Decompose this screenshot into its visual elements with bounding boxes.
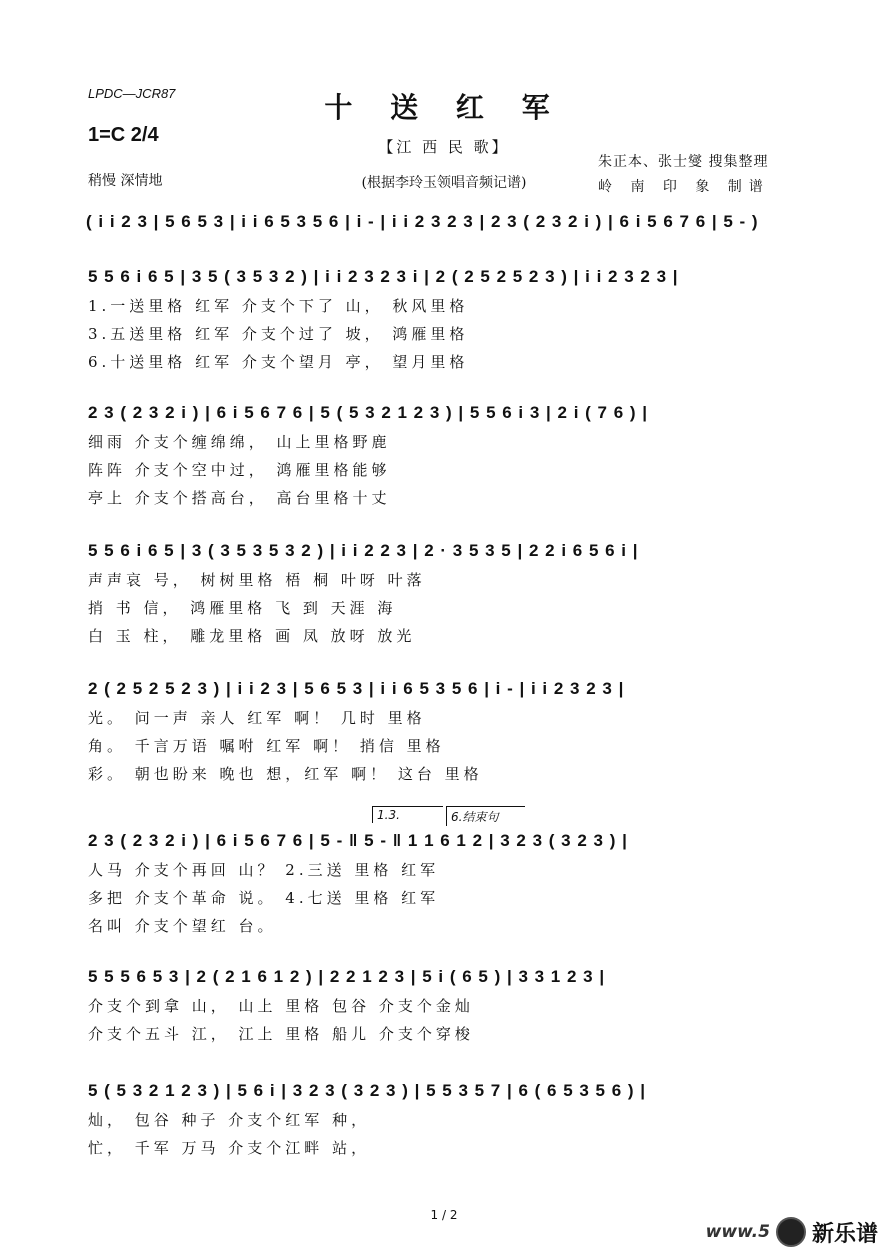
staff-line-5 bbox=[88, 826, 808, 940]
staff-line-6 bbox=[88, 962, 808, 1048]
notes-row: 2 3 ( 2 3 2 i ) | 6 i 5 6 7 6 | 5 ( 5 3 2 1 2 3 ) | 5 5 6 i 3 | 2 i ( 7 6 ) | bbox=[88, 403, 649, 422]
record-disc-icon bbox=[776, 1217, 806, 1247]
lyric-verse: 灿， 包谷 种子 介支个红军 种， bbox=[88, 1111, 371, 1129]
credit-collector: 朱正本、张士燮 搜集整理 bbox=[598, 154, 769, 170]
notes-row: 5 ( 5 3 2 1 2 3 ) | 5 6 i | 3 2 3 ( 3 2 3 ) | 5 5 3 5 7 | 6 ( 6 5 3 5 6 ) | bbox=[88, 1081, 647, 1100]
staff-line-4 bbox=[88, 674, 808, 788]
notes-row: 5 5 6 i 6 5 | 3 ( 3 5 3 5 3 2 ) | i i 2 2 3 | 2 · 3 5 3 5 | 2 2 i 6 5 6 i | bbox=[88, 541, 639, 560]
lyric-verse: 介支个到拿 山， 山上 里格 包谷 介支个金灿 bbox=[88, 997, 474, 1015]
song-origin: 【江 西 民 歌】 bbox=[378, 138, 510, 156]
lyric-verse: 多把 介支个革命 说。 4.七送 里格 红军 bbox=[88, 889, 440, 907]
page-number: 1 / 2 bbox=[430, 1208, 458, 1222]
lyric-verse: 3.五送里格 红军 介支个过了 坡， 鸿雁里格 bbox=[88, 325, 469, 343]
lyric-verse: 名叫 介支个望红 台。 bbox=[88, 917, 277, 935]
notes-row: 2 ( 2 5 2 5 2 3 ) | i i 2 3 | 5 6 5 3 | i i 6 5 3 5 6 | i - | i i 2 3 2 3 | bbox=[88, 679, 625, 698]
tempo-marking: 稍慢 深情地 bbox=[88, 173, 163, 189]
lyric-verse: 声声哀 号， 树树里格 梧 桐 叶呀 叶落 bbox=[88, 571, 426, 589]
score-code: LPDC—JCR87 bbox=[88, 86, 176, 101]
lyric-verse: 角。 千言万语 嘱咐 红军 啊！ 捎信 里格 bbox=[88, 737, 445, 755]
lyric-verse: 捎 书 信， 鸿雁里格 飞 到 天涯 海 bbox=[88, 599, 397, 617]
lyric-verse: 忙， 千军 万马 介支个江畔 站， bbox=[88, 1139, 371, 1157]
staff-line-3 bbox=[88, 536, 808, 650]
lyric-verse: 白 玉 柱， 雕龙里格 画 凤 放呀 放光 bbox=[88, 627, 416, 645]
volta-first-ending: 1.3. bbox=[372, 806, 443, 823]
lyric-verse: 1.一送里格 红军 介支个下了 山， 秋风里格 bbox=[88, 297, 469, 315]
lyric-verse: 彩。 朝也盼来 晚也 想，红军 啊！ 这台 里格 bbox=[88, 765, 483, 783]
watermark bbox=[706, 1216, 878, 1248]
staff-line-7 bbox=[88, 1076, 808, 1162]
lyric-verse: 阵阵 介支个空中过， 鸿雁里格能够 bbox=[88, 461, 391, 479]
volta-second-ending: 6.结束句 bbox=[446, 806, 525, 826]
key-signature: 1=C 2/4 bbox=[88, 124, 159, 146]
watermark-url: www.5 bbox=[705, 1222, 770, 1242]
lyric-verse: 光。 问一声 亲人 红军 啊！ 几时 里格 bbox=[88, 709, 426, 727]
staff-line-1 bbox=[88, 262, 808, 376]
page-title: 十 送 红 军 bbox=[324, 91, 564, 124]
lyric-verse: 人马 介支个再回 山？ 2.三送 里格 红军 bbox=[88, 861, 440, 879]
prelude-staff: ( i i 2 3 | 5 6 5 3 | i i 6 5 3 5 6 | i - | i i 2 3 2 3 | 2 3 ( 2 3 2 i ) | 6 i 5 6 7 6 | 5 - ) bbox=[86, 212, 759, 231]
notes-row: 2 3 ( 2 3 2 i ) | 6 i 5 6 7 6 | 5 - ‖ 5 - ‖ 1 1 6 1 2 | 3 2 3 ( 3 2 3 ) | bbox=[88, 831, 628, 850]
watermark-brand: 新乐谱 bbox=[811, 1221, 878, 1247]
lyric-verse: 亭上 介支个搭高台， 高台里格十丈 bbox=[88, 489, 391, 507]
transcription-basis: (根据李玲玉领唱音频记谱) bbox=[361, 175, 527, 191]
notes-row: 5 5 5 6 5 3 | 2 ( 2 1 6 1 2 ) | 2 2 1 2 3 | 5 i ( 6 5 ) | 3 3 1 2 3 | bbox=[88, 967, 606, 986]
lyric-verse: 细雨 介支个缠绵绵， 山上里格野鹿 bbox=[88, 433, 391, 451]
notes-row: 5 5 6 i 6 5 | 3 5 ( 3 5 3 2 ) | i i 2 3 2 3 i | 2 ( 2 5 2 5 2 3 ) | i i 2 3 2 3 | bbox=[88, 267, 679, 286]
lyric-verse: 6.十送里格 红军 介支个望月 亭， 望月里格 bbox=[88, 353, 469, 371]
credit-maker: 岭 南 印 象 制谱 bbox=[598, 179, 770, 195]
lyric-verse: 介支个五斗 江， 江上 里格 船儿 介支个穿梭 bbox=[88, 1025, 474, 1043]
staff-line-2 bbox=[88, 398, 808, 512]
